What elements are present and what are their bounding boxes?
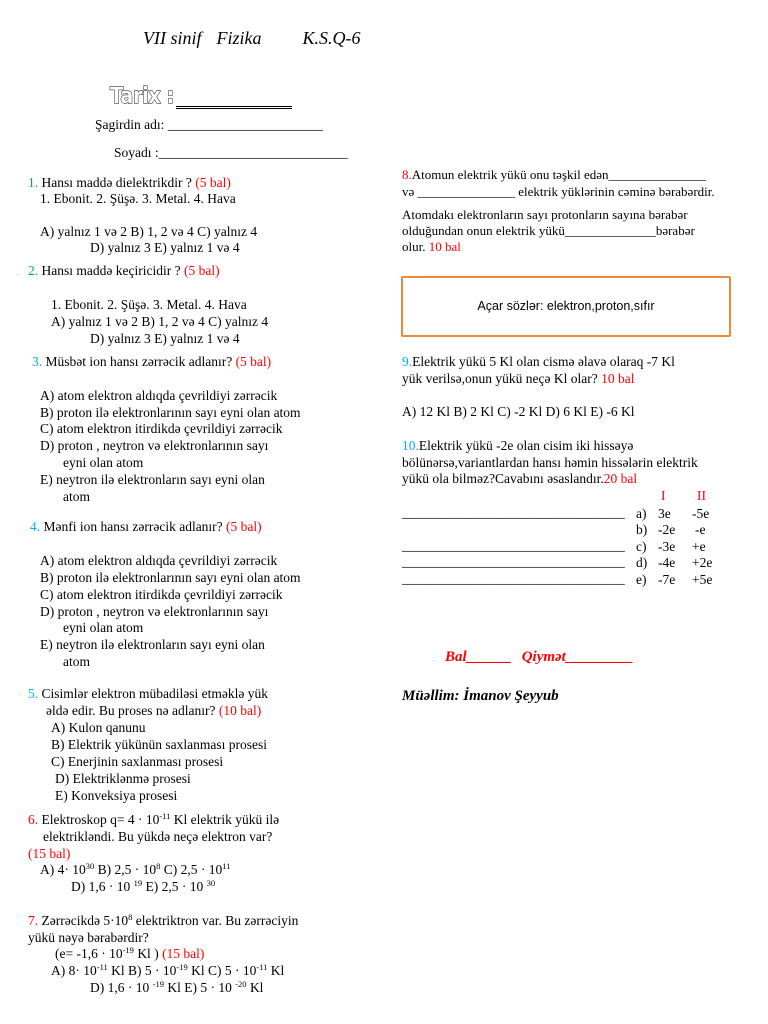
exponent: 11 xyxy=(222,861,231,871)
question-2 xyxy=(28,263,220,280)
option-a[interactable]: A) 8· 10 xyxy=(51,963,97,978)
question-2-items: 1. Ebonit. 2. Şüşə. 3. Metal. 4. Hava xyxy=(51,297,247,312)
option-b[interactable]: B) 5 · 10 xyxy=(124,963,177,978)
exponent: 30 xyxy=(85,861,95,871)
question-5-option-d[interactable]: D) Elektriklənmə prosesi xyxy=(55,771,191,786)
answer-blank-b[interactable]: _________________________________ xyxy=(402,554,625,569)
keywords-box xyxy=(401,276,731,337)
row-label-d: d) xyxy=(636,555,648,570)
unit: Kl xyxy=(267,963,285,978)
option-d[interactable]: D) 1,6 · 10 xyxy=(71,879,134,894)
question-text: Elektroskop q= 4 · 10 xyxy=(38,812,160,827)
option-c[interactable]: C) 2,5 · 10 xyxy=(160,862,223,877)
row-label-e: e) xyxy=(636,572,647,587)
exponent: -11 xyxy=(159,811,171,821)
subject-label: Fizika xyxy=(216,28,262,48)
question-4-option-e[interactable]: E) neytron ilə elektronların sayı eyni olan xyxy=(40,637,265,652)
question-4-option-d-cont[interactable]: eyni olan atom xyxy=(63,620,144,635)
question-number: 7. xyxy=(28,913,39,928)
question-points: 20 bal xyxy=(603,471,638,486)
column-header-ii: II xyxy=(697,488,706,503)
unit: Kl xyxy=(163,980,181,995)
row-value-i: -4e xyxy=(658,555,676,570)
question-points: 10 bal xyxy=(601,371,635,386)
question-3-option-e-cont[interactable]: atom xyxy=(63,489,90,504)
column-header-i: I xyxy=(661,488,666,503)
exponent: -19 xyxy=(152,979,164,989)
question-9-options[interactable]: A) 12 Kl B) 2 Kl C) -2 Kl D) 6 Kl E) -6 Kl xyxy=(402,404,635,419)
teacher-name: Müəllim: İmanov Şeyyub xyxy=(402,688,559,704)
question-5-option-a[interactable]: A) Kulon qanunu xyxy=(51,720,146,735)
question-text: olur. xyxy=(402,239,429,254)
question-10-line2: bölünərsə,variantlardan hansı həmin hissələrin elektrik xyxy=(402,455,698,470)
question-text: Elektrik yükü 5 Kl olan cismə əlavə olaraq -7 Kl xyxy=(412,354,675,369)
option-d[interactable]: D) 1,6 · 10 xyxy=(90,980,153,995)
question-3-option-d-cont[interactable]: eyni olan atom xyxy=(63,455,144,470)
question-text: yükü ola bilməz?Cavabını əsaslandır. xyxy=(402,471,604,486)
grading-line xyxy=(445,648,633,666)
exponent: 19 xyxy=(133,878,143,888)
date-label: Tarix : xyxy=(110,84,174,109)
row-label-b: b) xyxy=(636,522,648,537)
charge-text: (e= -1,6 · 10 xyxy=(55,946,123,961)
question-text: Hansı maddə keçiricidir ? xyxy=(38,263,184,278)
question-5-option-c[interactable]: C) Enerjinin saxlanması prosesi xyxy=(51,754,224,769)
question-4-option-c[interactable]: C) atom elektron itirdikdə çevrildiyi zərrəcik xyxy=(40,587,283,602)
question-3 xyxy=(32,354,271,371)
question-7-options-row2[interactable] xyxy=(90,980,263,997)
question-3-option-b[interactable]: B) proton ilə elektronlarının sayı eyni olan atom xyxy=(40,405,301,420)
question-1-options-row1[interactable]: A) yalnız 1 və 2 B) 1, 2 və 4 C) yalnız 4 xyxy=(40,224,258,239)
question-points: (5 bal) xyxy=(195,175,231,190)
question-3-option-d[interactable]: D) proton , neytron və elektronlarının sayı xyxy=(40,438,269,453)
row-value-i: 3e xyxy=(658,506,671,521)
date-field xyxy=(110,84,183,110)
question-3-option-a[interactable]: A) atom elektron aldıqda çevrildiyi zərrəcik xyxy=(40,388,278,403)
question-8-line2[interactable]: və _______________ elektrik yüklərinin cəminə bərabərdir. xyxy=(402,184,715,199)
question-number: 2. xyxy=(28,263,39,278)
answer-blank-c[interactable]: _________________________________ xyxy=(402,538,625,553)
row-value-ii: +5e xyxy=(692,572,713,587)
test-code: K.S.Q-6 xyxy=(302,28,361,48)
question-number: 8. xyxy=(402,167,412,182)
question-points: 10 bal xyxy=(428,239,461,254)
question-text: Hansı maddə dielektrikdir ? xyxy=(38,175,196,190)
option-e[interactable]: E) 2,5 · 10 xyxy=(142,879,207,894)
question-3-option-c[interactable]: C) atom elektron itirdikdə çevrildiyi zərrəcik xyxy=(40,421,283,436)
question-6-points: (15 bal) xyxy=(28,846,71,861)
exponent: -11 xyxy=(96,962,108,972)
question-text: yük verilsə,onun yükü neçə Kl olar? xyxy=(402,371,602,386)
row-value-i: -7e xyxy=(658,572,676,587)
row-label-c: c) xyxy=(636,539,647,554)
row-value-ii: -5e xyxy=(692,506,710,521)
unit: Kl xyxy=(246,980,264,995)
exponent: 8 xyxy=(156,861,161,871)
question-points: (10 bal) xyxy=(218,703,262,718)
question-text: Cisimlər elektron mübadiləsi etməklə yük xyxy=(38,686,268,701)
option-c[interactable]: C) 5 · 10 xyxy=(204,963,257,978)
grade-field[interactable]: Qiymət_________ xyxy=(521,649,634,665)
question-4-option-e-cont[interactable]: atom xyxy=(63,654,90,669)
question-3-option-e[interactable]: E) neytron ilə elektronların sayı eyni olan xyxy=(40,472,265,487)
question-2-options-row2[interactable]: D) yalnız 3 E) yalnız 1 və 4 xyxy=(90,331,240,346)
exponent: 30 xyxy=(206,878,216,888)
question-8-para-line2[interactable]: olduğundan onun elektrik yükü______________bərabər xyxy=(402,223,695,238)
question-4-option-a[interactable]: A) atom elektron aldıqda çevrildiyi zərrəcik xyxy=(40,553,278,568)
row-value-ii: -e xyxy=(695,522,706,537)
question-8 xyxy=(402,167,706,184)
question-7-options-row1[interactable] xyxy=(51,963,284,980)
question-number: 10. xyxy=(402,438,419,453)
question-text: Kl elektrik yükü ilə xyxy=(170,812,280,827)
question-6-options-row1[interactable] xyxy=(40,862,230,879)
question-5-option-e[interactable]: E) Konveksiya prosesi xyxy=(55,788,178,803)
question-points: (5 bal) xyxy=(183,263,220,278)
student-surname-field[interactable]: Soyadı :____________________________ xyxy=(114,145,348,160)
question-10-line3 xyxy=(402,471,637,488)
question-number: 5. xyxy=(28,686,39,701)
question-1 xyxy=(28,175,231,192)
question-7-charge xyxy=(55,946,204,963)
question-9-line2 xyxy=(402,371,634,388)
question-9 xyxy=(402,354,675,371)
question-text: Elektrik yükü -2e olan cisim iki hissəyə xyxy=(418,438,634,453)
option-e[interactable]: E) 5 · 10 xyxy=(180,980,236,995)
question-10 xyxy=(402,438,633,455)
question-6-line2: elektrikləndi. Bu yükdə neçə elektron var? xyxy=(43,829,273,844)
question-8-para-line1: Atomdakı elektronların sayı protonların sayına bərabər xyxy=(402,207,688,222)
option-b[interactable]: B) 2,5 · 10 xyxy=(94,862,157,877)
question-points: (5 bal) xyxy=(226,519,262,534)
score-field[interactable]: Bal______ xyxy=(445,649,512,665)
grade-label: VII sinif xyxy=(143,28,202,48)
question-4 xyxy=(30,519,262,536)
question-points: (5 bal) xyxy=(235,354,272,369)
question-7-line2: yükü nəyə bərabərdir? xyxy=(28,930,149,945)
row-value-ii: +e xyxy=(692,539,706,554)
question-number: 9. xyxy=(402,354,413,369)
question-5 xyxy=(28,686,268,703)
exponent: 8 xyxy=(128,912,133,922)
question-number: 6. xyxy=(28,812,39,827)
question-4-option-b[interactable]: B) proton ilə elektronlarının sayı eyni olan atom xyxy=(40,570,301,585)
row-value-i: -3e xyxy=(658,539,676,554)
question-number: 3. xyxy=(32,354,43,369)
question-text: Müsbət ion hansı zərrəcik adlanır? xyxy=(42,354,236,369)
student-name-field[interactable]: Şagirdin adı: _______________________ xyxy=(95,117,323,132)
answer-blank-e[interactable]: _________________________________ xyxy=(402,571,625,586)
exponent: -11 xyxy=(256,962,268,972)
exponent: -19 xyxy=(122,945,134,955)
option-a[interactable]: A) 4· 10 xyxy=(40,862,86,877)
question-text: Mənfi ion hansı zərrəcik adlanır? xyxy=(40,519,227,534)
question-number: 4. xyxy=(30,519,41,534)
question-points: (15 bal) xyxy=(162,946,205,961)
unit: Kl xyxy=(187,963,205,978)
question-5-option-b[interactable]: B) Elektrik yükünün saxlanması prosesi xyxy=(51,737,267,752)
exponent: -19 xyxy=(176,962,188,972)
question-4-option-d[interactable]: D) proton , neytron və elektronlarının sayı xyxy=(40,604,269,619)
worksheet-header xyxy=(143,27,361,49)
question-text: əldə edir. Bu proses nə adlanır? xyxy=(46,703,219,718)
answer-blank-a[interactable]: _________________________________ xyxy=(402,505,625,520)
question-6 xyxy=(28,812,279,829)
row-label-a: a) xyxy=(636,506,647,521)
question-7 xyxy=(28,913,298,930)
exponent: -20 xyxy=(235,979,247,989)
question-1-options-row2[interactable]: D) yalnız 3 E) yalnız 1 və 4 xyxy=(90,240,240,255)
question-number: 1. xyxy=(28,175,39,190)
keywords-text: Açar sözlər: elektron,proton,sıfır xyxy=(477,299,655,314)
question-text: Zərrəcikdə 5·10 xyxy=(38,913,129,928)
charge-text: Kl ) xyxy=(133,946,163,961)
unit: Kl xyxy=(107,963,125,978)
row-value-i: -2e xyxy=(658,522,676,537)
question-5-line2 xyxy=(46,703,261,720)
question-8-para-line3 xyxy=(402,239,461,256)
question-text: elektriktron var. Bu zərrəciyin xyxy=(132,913,299,928)
question-2-options-row1[interactable]: A) yalnız 1 və 2 B) 1, 2 və 4 C) yalnız 4 xyxy=(51,314,269,329)
date-blank-line[interactable] xyxy=(176,105,292,109)
question-text[interactable]: Atomun elektrik yükü onu təşkil edən_______________ xyxy=(411,167,707,182)
row-value-ii: +2e xyxy=(692,555,713,570)
question-1-items: 1. Ebonit. 2. Şüşə. 3. Metal. 4. Hava xyxy=(40,191,236,206)
question-6-options-row2[interactable] xyxy=(71,879,215,896)
